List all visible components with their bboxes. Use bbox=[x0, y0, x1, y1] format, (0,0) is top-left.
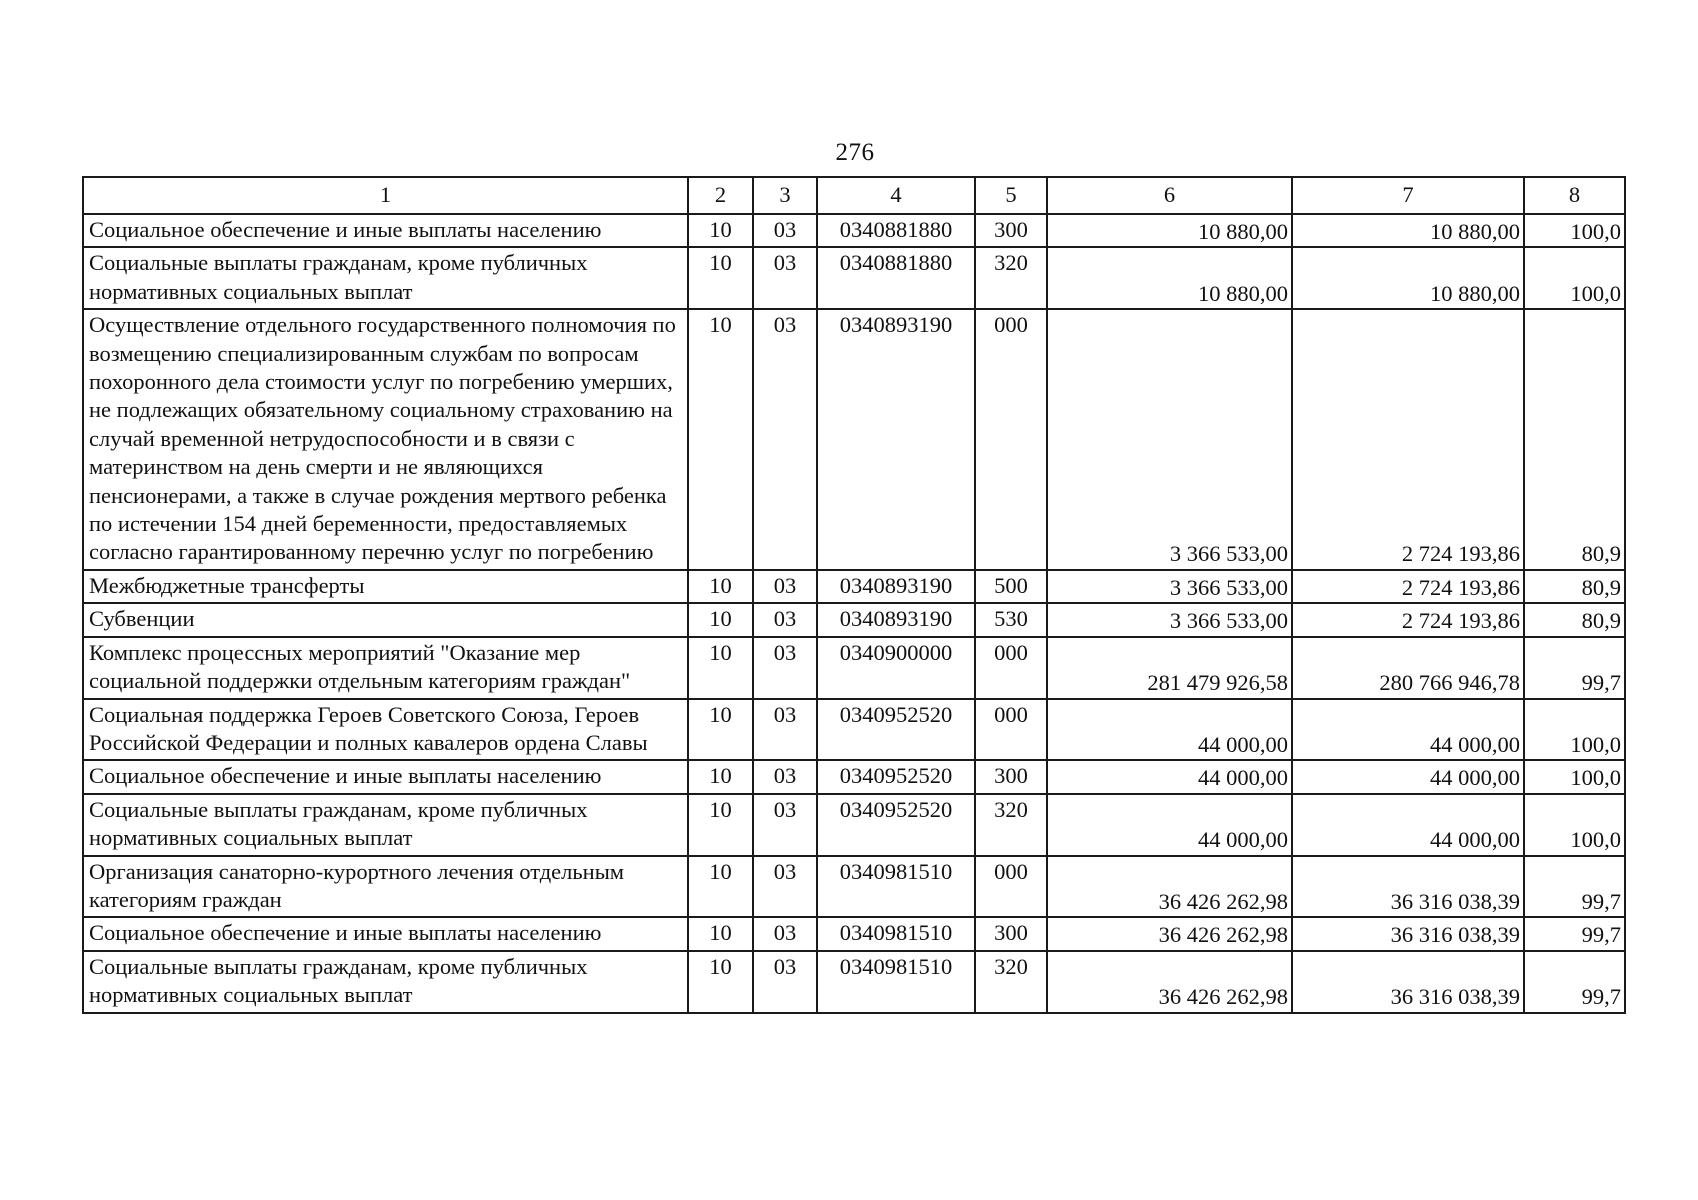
row-name: Социальные выплаты гражданам, кроме публичных нормативных социальных выплат bbox=[83, 794, 688, 856]
table-row bbox=[83, 856, 1625, 918]
target-article-code: 0340893190 bbox=[817, 570, 975, 603]
target-article-code: 0340981510 bbox=[817, 917, 975, 950]
target-article-code: 0340893190 bbox=[817, 603, 975, 636]
target-article-code: 0340893190 bbox=[817, 309, 975, 570]
section-code: 10 bbox=[688, 309, 753, 570]
planned-amount: 10 880,00 bbox=[1047, 247, 1292, 309]
section-code: 10 bbox=[688, 856, 753, 918]
expense-type-code: 320 bbox=[975, 247, 1047, 309]
subsection-code: 03 bbox=[753, 794, 817, 856]
subsection-code: 03 bbox=[753, 214, 817, 247]
table-row bbox=[83, 247, 1625, 309]
executed-amount: 36 316 038,39 bbox=[1292, 856, 1524, 918]
execution-percent: 100,0 bbox=[1524, 699, 1625, 761]
planned-amount: 10 880,00 bbox=[1047, 214, 1292, 247]
expense-type-code: 000 bbox=[975, 309, 1047, 570]
section-code: 10 bbox=[688, 247, 753, 309]
target-article-code: 0340952520 bbox=[817, 794, 975, 856]
expense-type-code: 300 bbox=[975, 214, 1047, 247]
planned-amount: 36 426 262,98 bbox=[1047, 856, 1292, 918]
target-article-code: 0340881880 bbox=[817, 214, 975, 247]
planned-amount: 44 000,00 bbox=[1047, 760, 1292, 793]
execution-percent: 100,0 bbox=[1524, 247, 1625, 309]
column-header: 4 bbox=[817, 177, 975, 214]
planned-amount: 44 000,00 bbox=[1047, 699, 1292, 761]
page-number: 276 bbox=[835, 139, 875, 166]
executed-amount: 10 880,00 bbox=[1292, 214, 1524, 247]
table-row bbox=[83, 309, 1625, 570]
execution-percent: 100,0 bbox=[1524, 794, 1625, 856]
row-name: Социальное обеспечение и иные выплаты населению bbox=[83, 214, 688, 247]
expense-type-code: 320 bbox=[975, 951, 1047, 1013]
executed-amount: 280 766 946,78 bbox=[1292, 637, 1524, 699]
subsection-code: 03 bbox=[753, 603, 817, 636]
subsection-code: 03 bbox=[753, 699, 817, 761]
executed-amount: 36 316 038,39 bbox=[1292, 951, 1524, 1013]
table-row bbox=[83, 917, 1625, 950]
section-code: 10 bbox=[688, 214, 753, 247]
target-article-code: 0340952520 bbox=[817, 699, 975, 761]
expense-type-code: 300 bbox=[975, 917, 1047, 950]
table-row bbox=[83, 570, 1625, 603]
expense-type-code: 000 bbox=[975, 699, 1047, 761]
section-code: 10 bbox=[688, 637, 753, 699]
execution-percent: 80,9 bbox=[1524, 309, 1625, 570]
table-row bbox=[83, 760, 1625, 793]
column-header: 7 bbox=[1292, 177, 1524, 214]
row-name: Организация санаторно-курортного лечения отдельным категориям граждан bbox=[83, 856, 688, 918]
planned-amount: 44 000,00 bbox=[1047, 794, 1292, 856]
column-header: 6 bbox=[1047, 177, 1292, 214]
subsection-code: 03 bbox=[753, 247, 817, 309]
planned-amount: 36 426 262,98 bbox=[1047, 917, 1292, 950]
row-name: Социальное обеспечение и иные выплаты населению bbox=[83, 760, 688, 793]
planned-amount: 3 366 533,00 bbox=[1047, 570, 1292, 603]
section-code: 10 bbox=[688, 951, 753, 1013]
column-number-header-row bbox=[83, 177, 1625, 214]
executed-amount: 2 724 193,86 bbox=[1292, 603, 1524, 636]
row-name: Межбюджетные трансферты bbox=[83, 570, 688, 603]
expense-type-code: 000 bbox=[975, 637, 1047, 699]
expense-type-code: 500 bbox=[975, 570, 1047, 603]
expense-type-code: 530 bbox=[975, 603, 1047, 636]
section-code: 10 bbox=[688, 917, 753, 950]
row-name: Социальные выплаты гражданам, кроме публичных нормативных социальных выплат bbox=[83, 247, 688, 309]
executed-amount: 36 316 038,39 bbox=[1292, 917, 1524, 950]
row-name: Социальное обеспечение и иные выплаты населению bbox=[83, 917, 688, 950]
table-row bbox=[83, 214, 1625, 247]
subsection-code: 03 bbox=[753, 951, 817, 1013]
executed-amount: 2 724 193,86 bbox=[1292, 309, 1524, 570]
column-header: 3 bbox=[753, 177, 817, 214]
execution-percent: 99,7 bbox=[1524, 637, 1625, 699]
execution-percent: 80,9 bbox=[1524, 570, 1625, 603]
column-header: 1 bbox=[83, 177, 688, 214]
table-row bbox=[83, 603, 1625, 636]
execution-percent: 100,0 bbox=[1524, 214, 1625, 247]
table-row bbox=[83, 637, 1625, 699]
subsection-code: 03 bbox=[753, 309, 817, 570]
row-name: Комплекс процессных мероприятий "Оказание мер социальной поддержки отдельным категориям граждан" bbox=[83, 637, 688, 699]
table-row bbox=[83, 699, 1625, 761]
executed-amount: 44 000,00 bbox=[1292, 794, 1524, 856]
planned-amount: 281 479 926,58 bbox=[1047, 637, 1292, 699]
expense-type-code: 000 bbox=[975, 856, 1047, 918]
section-code: 10 bbox=[688, 699, 753, 761]
executed-amount: 44 000,00 bbox=[1292, 760, 1524, 793]
section-code: 10 bbox=[688, 570, 753, 603]
expense-type-code: 300 bbox=[975, 760, 1047, 793]
column-header: 5 bbox=[975, 177, 1047, 214]
subsection-code: 03 bbox=[753, 637, 817, 699]
target-article-code: 0340900000 bbox=[817, 637, 975, 699]
budget-table bbox=[82, 176, 1626, 1014]
subsection-code: 03 bbox=[753, 760, 817, 793]
subsection-code: 03 bbox=[753, 570, 817, 603]
row-name: Субвенции bbox=[83, 603, 688, 636]
row-name: Социальная поддержка Героев Советского Союза, Героев Российской Федерации и полных кавалеров ордена Славы bbox=[83, 699, 688, 761]
execution-percent: 99,7 bbox=[1524, 951, 1625, 1013]
subsection-code: 03 bbox=[753, 856, 817, 918]
planned-amount: 3 366 533,00 bbox=[1047, 309, 1292, 570]
column-header: 8 bbox=[1524, 177, 1625, 214]
table-row bbox=[83, 794, 1625, 856]
expense-type-code: 320 bbox=[975, 794, 1047, 856]
column-header: 2 bbox=[688, 177, 753, 214]
row-name: Социальные выплаты гражданам, кроме публичных нормативных социальных выплат bbox=[83, 951, 688, 1013]
subsection-code: 03 bbox=[753, 917, 817, 950]
executed-amount: 2 724 193,86 bbox=[1292, 570, 1524, 603]
row-name: Осуществление отдельного государственного полномочия по возмещению специализированным службам по вопросам похоронного дела стоимости услуг по погребению умерших, не подлежащих обязательному социальному страхованию на случай временной нетрудоспособности и в связи с материнством на день смерти и не являющихся пенсионерами, а также в случае рождения мертвого ребенка по истечении 154 дней беременности, предоставляемых согласно гарантированному перечню услуг по погребению bbox=[83, 309, 688, 570]
executed-amount: 10 880,00 bbox=[1292, 247, 1524, 309]
execution-percent: 100,0 bbox=[1524, 760, 1625, 793]
target-article-code: 0340981510 bbox=[817, 856, 975, 918]
target-article-code: 0340881880 bbox=[817, 247, 975, 309]
planned-amount: 3 366 533,00 bbox=[1047, 603, 1292, 636]
section-code: 10 bbox=[688, 794, 753, 856]
target-article-code: 0340981510 bbox=[817, 951, 975, 1013]
execution-percent: 80,9 bbox=[1524, 603, 1625, 636]
execution-percent: 99,7 bbox=[1524, 917, 1625, 950]
execution-percent: 99,7 bbox=[1524, 856, 1625, 918]
table-row bbox=[83, 951, 1625, 1013]
target-article-code: 0340952520 bbox=[817, 760, 975, 793]
section-code: 10 bbox=[688, 603, 753, 636]
executed-amount: 44 000,00 bbox=[1292, 699, 1524, 761]
planned-amount: 36 426 262,98 bbox=[1047, 951, 1292, 1013]
section-code: 10 bbox=[688, 760, 753, 793]
